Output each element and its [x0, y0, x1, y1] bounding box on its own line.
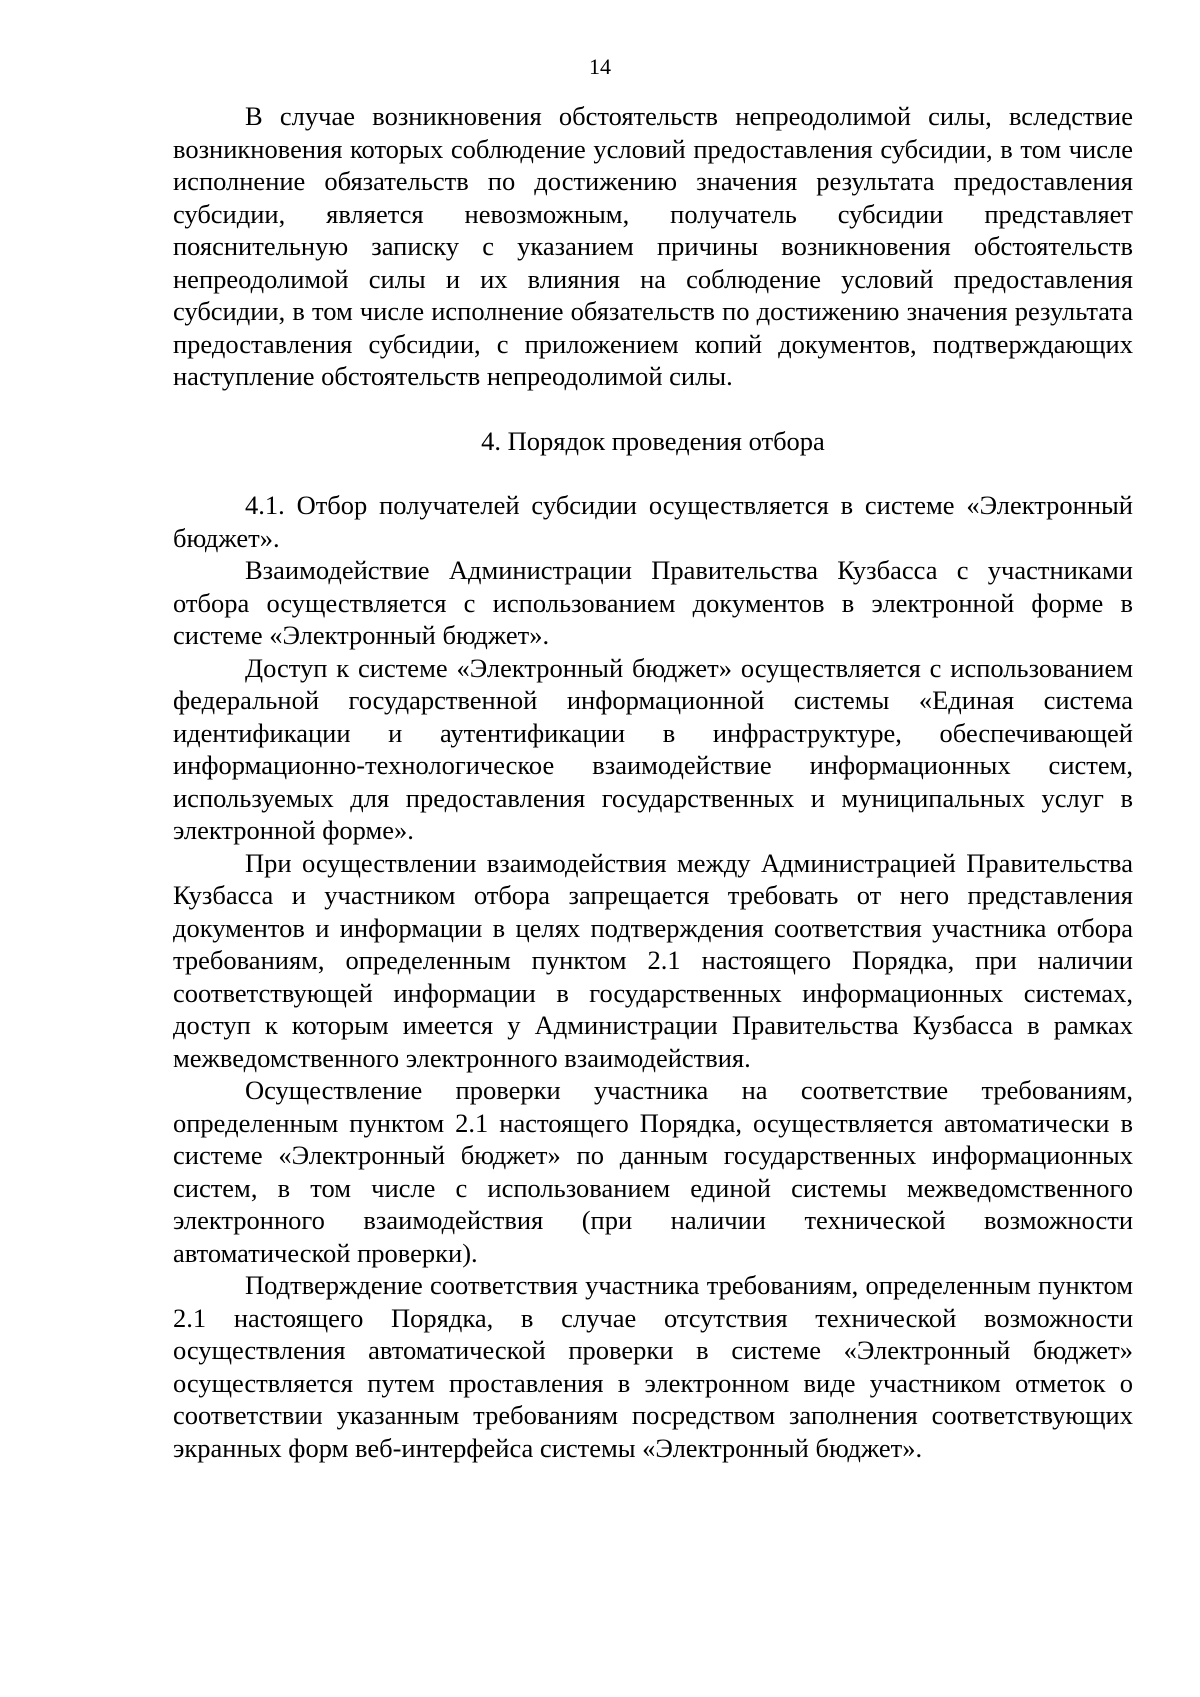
page-number: 14	[589, 54, 611, 79]
paragraph-force-majeure: В случае возникновения обстоятельств непреодолимой силы, вследствие возникновения которых соблюдение условий предоставления субсидии, в том числе исполнение обязательств по достижению значения результата предоставления субсидии, является невозможным, получатель субсидии представляет пояснительную записку с указанием причины возникновения обстоятельств непреодолимой силы и их влияния на соблюдение условий предоставления субсидии, в том числе исполнение обязательств по достижению значения результата предоставления субсидии, с приложением копий документов, подтверждающих наступление обстоятельств непреодолимой силы.	[173, 101, 1133, 391]
paragraph-access: Доступ к системе «Электронный бюджет» осуществляется с использованием федеральной государственной информационной системы «Единая система идентификации и аутентификации в инфраструктуре, обеспечивающей информационно-технологическое взаимодействие информационных систем, используемых для предоставления государственных и муниципальных услуг в электронной форме».	[173, 652, 1133, 845]
paragraph-confirmation: Подтверждение соответствия участника требованиям, определенным пунктом 2.1 настоящего Порядка, в случае отсутствия технической возможности осуществления автоматической проверки в системе «Электронный бюджет» осуществляется путем проставления в электронном виде участником отметок о соответствии указанным требованиям посредством заполнения соответствующих экранных форм веб-интерфейса системы «Электронный бюджет».	[173, 1270, 1133, 1463]
paragraph-prohibition: При осуществлении взаимодействия между Администрацией Правительства Кузбасса и участником отбора запрещается требовать от него представления документов и информации в целях подтверждения соответствия участника отбора требованиям, определенным пунктом 2.1 настоящего Порядка, при наличии соответствующей информации в государственных информационных системах, доступ к которым имеется у Администрации Правительства Кузбасса в рамках межведомственного электронного взаимодействия.	[173, 847, 1133, 1073]
paragraph-verification: Осуществление проверки участника на соответствие требованиям, определенным пунктом 2.1 настоящего Порядка, осуществляется автоматически в системе «Электронный бюджет» по данным государственных информационных систем, в том числе с использованием единой системы межведомственного электронного взаимодействия (при наличии технической возможности автоматической проверки).	[173, 1075, 1133, 1268]
document-body	[173, 100, 1133, 1464]
paragraph-4-1: 4.1. Отбор получателей субсидии осуществляется в системе «Электронный бюджет».	[173, 490, 1133, 553]
section-heading: 4. Порядок проведения отбора	[481, 425, 825, 456]
paragraph-interaction: Взаимодействие Администрации Правительства Кузбасса с участниками отбора осуществляется с использованием документов в электронной форме в системе «Электронный бюджет».	[173, 555, 1133, 650]
